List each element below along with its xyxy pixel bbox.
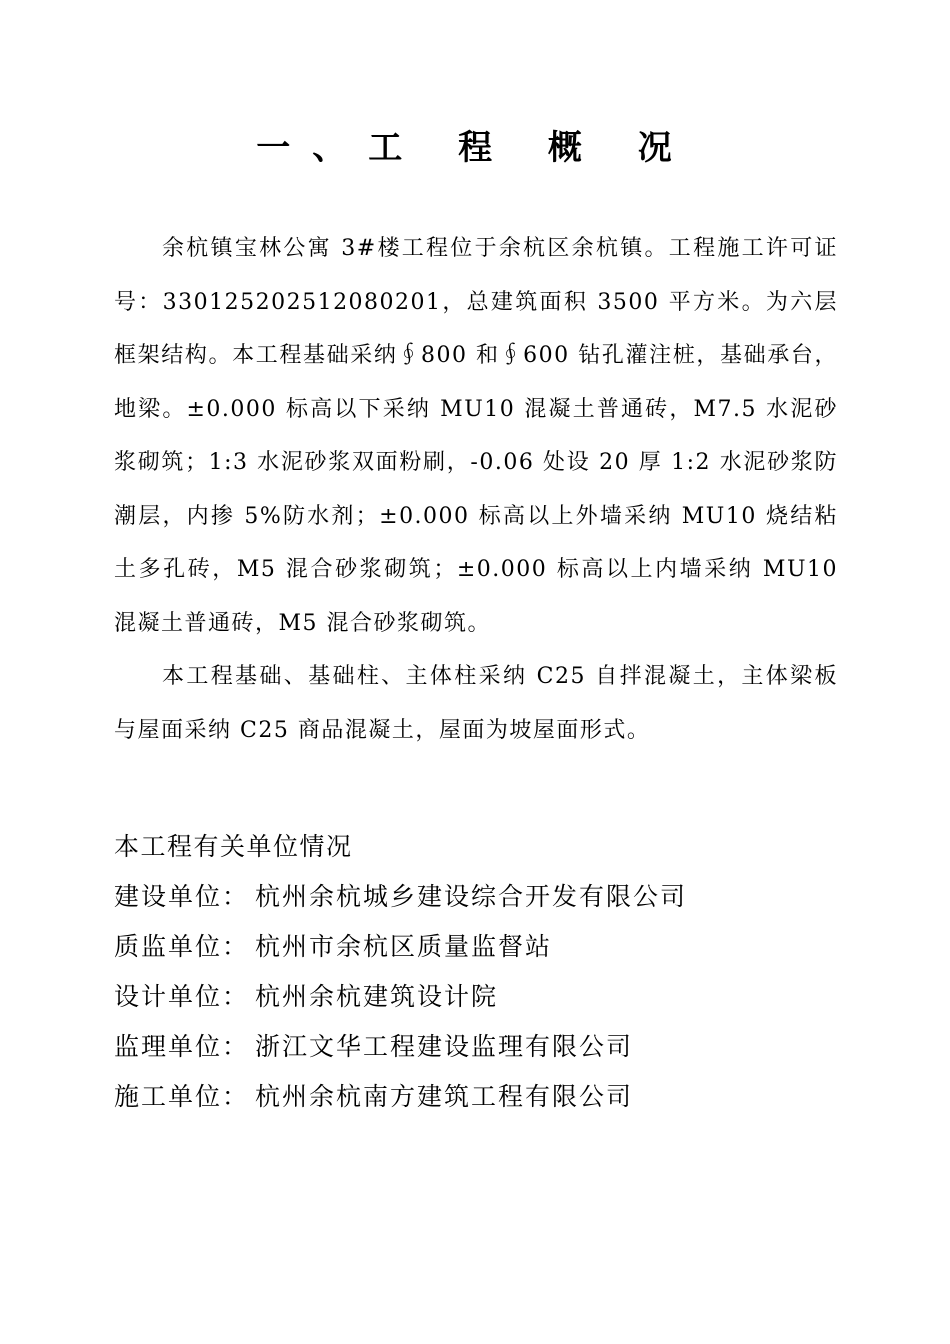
unit-row-supervision	[114, 1022, 838, 1072]
unit-row-construction-owner	[114, 872, 838, 922]
project-overview-body	[114, 222, 838, 757]
unit-row-quality-supervision	[114, 922, 838, 972]
unit-value: 杭州市余杭区质量监督站	[255, 932, 553, 961]
page-title: 一、工 程 概 况	[256, 128, 694, 168]
unit-label: 设计单位：	[114, 982, 250, 1011]
unit-row-design	[114, 972, 838, 1022]
overview-paragraph: 余杭镇宝林公寓 3#楼工程位于余杭区余杭镇。工程施工许可证号：330125202512080201，总建筑面积 3500 平方米。为六层框架结构。本工程基础采纳∮800 和∮600 钻孔灌注桩，基础承台，地梁。±0.000 标高以下采纳 MU10 混凝土普通砖，M7.5 水泥砂浆砌筑；1:3 水泥砂浆双面粉刷，-0.06 处设 20 厚 1:2 水泥砂浆防潮层，内掺 5%防水剂；±0.000 标高以上外墙采纳 MU10 烧结粘土多孔砖，M5 混合砂浆砌筑；±0.000 标高以上内墙采纳 MU10 混凝土普通砖，M5 混合砂浆砌筑。	[114, 236, 838, 636]
unit-label: 质监单位：	[114, 932, 250, 961]
unit-value: 杭州余杭城乡建设综合开发有限公司	[255, 882, 688, 911]
unit-row-contractor	[114, 1072, 838, 1122]
unit-value: 杭州余杭建筑设计院	[255, 982, 499, 1011]
related-units-section	[114, 822, 838, 1122]
unit-value: 杭州余杭南方建筑工程有限公司	[255, 1082, 634, 1111]
unit-label: 监理单位：	[114, 1032, 250, 1061]
unit-value: 浙江文华工程建设监理有限公司	[255, 1032, 634, 1061]
unit-label: 建设单位：	[114, 882, 250, 911]
concrete-paragraph: 本工程基础、基础柱、主体柱采纳 C25 自拌混凝土，主体梁板与屋面采纳 C25 商品混凝土，屋面为坡屋面形式。	[114, 664, 838, 743]
units-heading: 本工程有关单位情况	[114, 832, 353, 861]
unit-label: 施工单位：	[114, 1082, 250, 1111]
